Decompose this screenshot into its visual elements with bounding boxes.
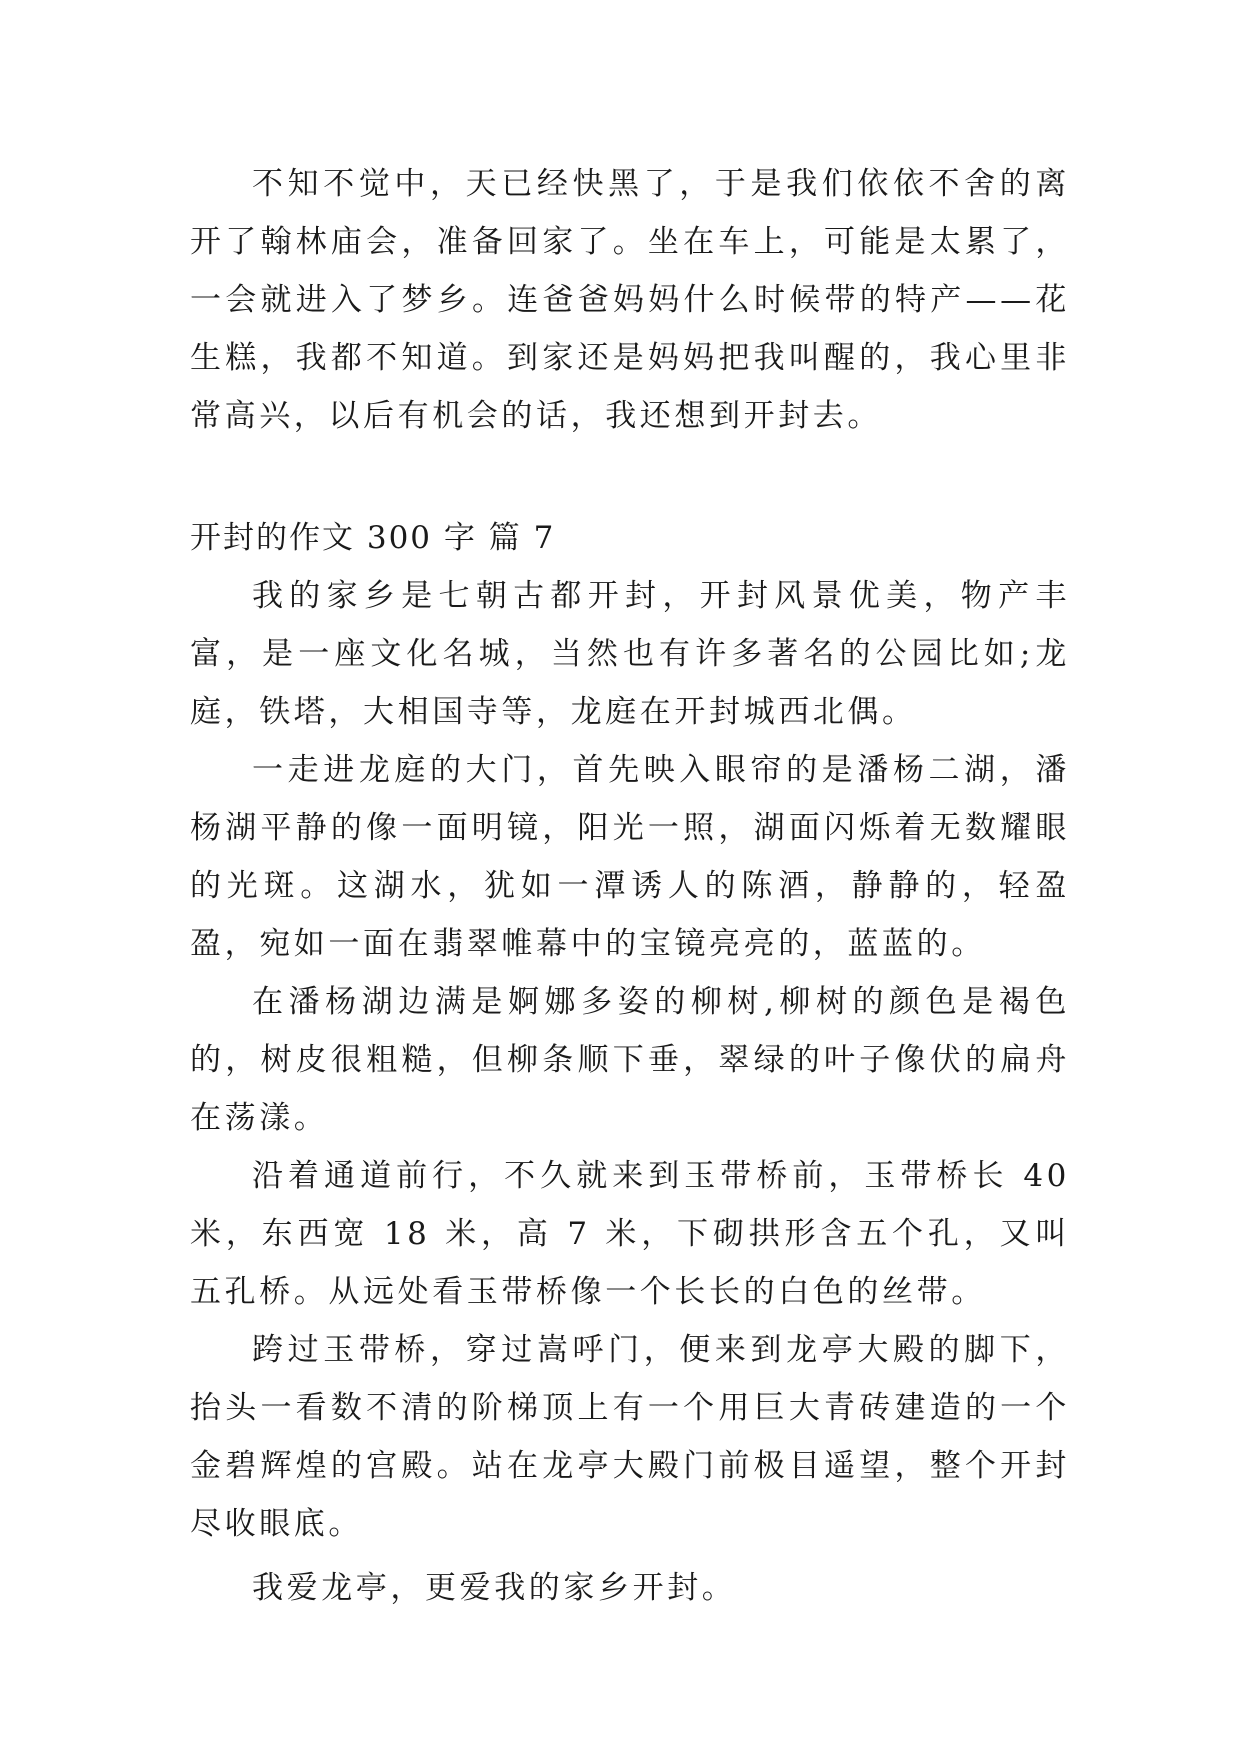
paragraph-6: 我爱龙亭，更爱我的家乡开封。 [252,1570,737,1606]
paragraph-1: 我的家乡是七朝古都开封，开封风景优美，物产丰富，是一座文化名城，当然也有许多著名的公园比如;龙庭，铁塔，大相国寺等，龙庭在开封城西北偶。 [190,578,1070,730]
paragraph-3: 在潘杨湖边满是婀娜多姿的柳树,柳树的颜色是褐色的，树皮很粗糙，但柳条顺下垂，翠绿的叶子像伏的扁舟在荡漾。 [190,984,1070,1136]
section-title: 开封的作文 300 字 篇 7 [190,520,556,556]
paragraph-4: 沿着通道前行，不久就来到玉带桥前，玉带桥长 40 米，东西宽 18 米，高 7 米，下砌拱形含五个孔，又叫五孔桥。从远处看玉带桥像一个长长的白色的丝带。 [190,1158,1070,1310]
section-spacer [190,445,1070,509]
paragraph-5: 跨过玉带桥，穿过嵩呼门，便来到龙亭大殿的脚下，抬头一看数不清的阶梯顶上有一个用巨大青砖建造的一个金碧辉煌的宫殿。站在龙亭大殿门前极目遥望，整个开封尽收眼底。 [190,1332,1070,1542]
document-body [190,155,1070,1617]
paragraph-2: 一走进龙庭的大门，首先映入眼帘的是潘杨二湖，潘杨湖平静的像一面明镜，阳光一照，湖面闪烁着无数耀眼的光斑。这湖水，犹如一潭诱人的陈酒，静静的，轻盈盈，宛如一面在翡翠帷幕中的宝镜亮亮的，蓝蓝的。 [190,752,1070,962]
intro-paragraph: 不知不觉中，天已经快黑了，于是我们依依不舍的离开了翰林庙会，准备回家了。坐在车上，可能是太累了，一会就进入了梦乡。连爸爸妈妈什么时候带的特产——花生糕，我都不知道。到家还是妈妈把我叫醒的，我心里非常高兴，以后有机会的话，我还想到开封去。 [190,166,1070,434]
